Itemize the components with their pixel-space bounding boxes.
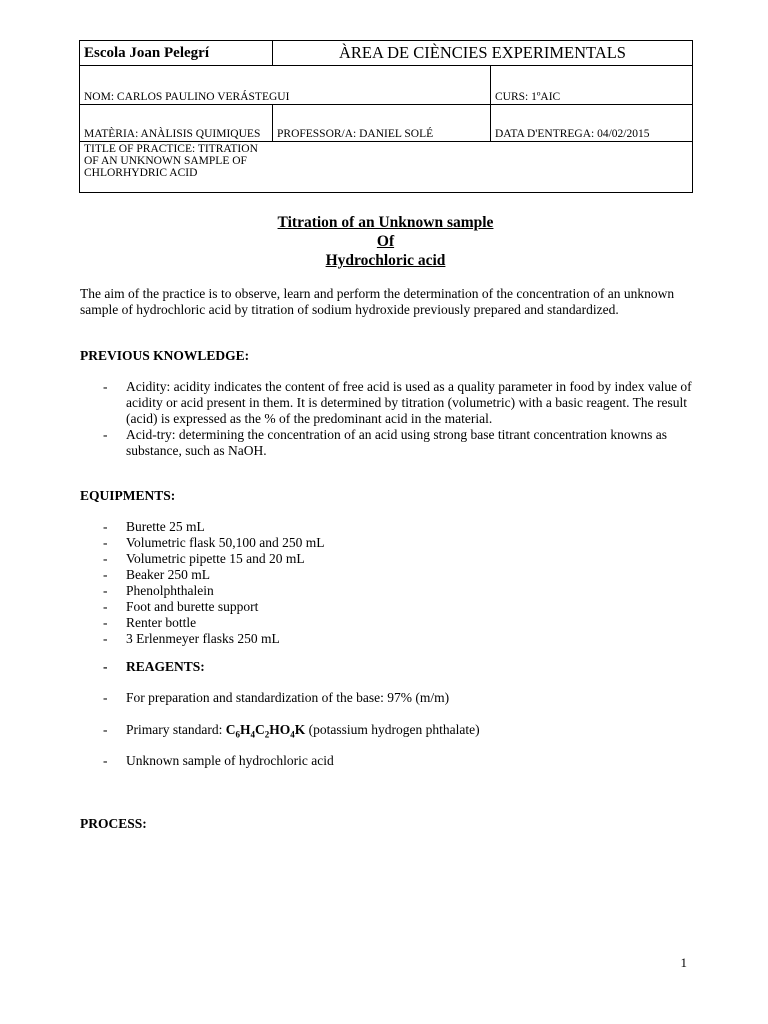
- previous-knowledge-heading: PREVIOUS KNOWLEDGE:: [80, 348, 250, 363]
- list-item: - Volumetric flask 50,100 and 250 mL: [103, 535, 325, 550]
- equipments-list: [80, 519, 692, 647]
- due-date: DATA D'ENTREGA: 04/02/2015: [491, 105, 693, 142]
- title-line-1: Titration of an Unknown sample: [277, 214, 494, 231]
- page-number: 1: [680, 955, 687, 970]
- header-table: [79, 40, 693, 193]
- equipments-heading: EQUIPMENTS:: [80, 488, 176, 503]
- previous-knowledge-list: [80, 379, 692, 459]
- list-item: - Beaker 250 mL: [103, 567, 210, 582]
- practice-title: TITLE OF PRACTICE: TITRATION OF AN UNKNOWN SAMPLE OF CHLORHYDRIC ACID: [80, 142, 273, 193]
- list-item: - Burette 25 mL: [103, 519, 205, 534]
- process-heading: PROCESS:: [80, 816, 147, 831]
- teacher: PROFESSOR/A: DANIEL SOLÉ: [273, 105, 491, 142]
- course: CURS: 1ºAIC: [491, 66, 693, 105]
- dash-mark: -: [103, 427, 108, 442]
- title-line-2: Of: [376, 233, 395, 250]
- reagent-item-primary-standard: - Primary standard: $C_6H_4C_2HO_4K$ (potassium hydrogen phthalate): [103, 722, 480, 740]
- document-title: [79, 213, 692, 270]
- practice-title-blank: [273, 142, 693, 193]
- list-item: - Renter bottle: [103, 615, 197, 630]
- title-line-3: Hydrochloric acid: [325, 252, 446, 269]
- list-item: - 3 Erlenmeyer flasks 250 mL: [103, 631, 280, 646]
- list-item: - Phenolphthalein: [103, 583, 214, 598]
- list-item: - Acidity: acidity indicates the content of free acid is used as a quality parameter in food by index value of acidity or acid present in them. It is determined by titration (volumetric) with a basic reagent. The result (acid) is expressed as the % of the predominant acid in the material.: [103, 379, 692, 426]
- student-name: NOM: CARLOS PAULINO VERÁSTEGUI: [80, 66, 491, 105]
- list-item: - Acid-try: determining the concentration of an acid using strong base titrant concentration knowns as substance, such as NaOH.: [103, 427, 667, 458]
- reagents-heading: - REAGENTS:: [103, 659, 205, 674]
- reagent-item-unknown-sample: - Unknown sample of hydrochloric acid: [103, 753, 334, 768]
- dash-mark: -: [103, 379, 108, 394]
- list-item: - Volumetric pipette 15 and 20 mL: [103, 551, 305, 566]
- list-item: - Foot and burette support: [103, 599, 259, 614]
- subject: MATÈRIA: ANÀLISIS QUIMIQUES: [80, 105, 273, 142]
- area-name: ÀREA DE CIÈNCIES EXPERIMENTALS: [273, 41, 693, 66]
- chemical-formula: $C_6H_4C_2HO_4K$: [225, 722, 306, 740]
- reagent-item-base: - For preparation and standardization of the base: 97% (m/m): [103, 690, 450, 705]
- intro-paragraph: The aim of the practice is to observe, learn and perform the determination of the concentration of an unknown sample of hydrochloric acid by titration of sodium hydroxide previously prepared and standardized.: [80, 286, 675, 317]
- school-name: Escola Joan Pelegrí: [80, 41, 273, 66]
